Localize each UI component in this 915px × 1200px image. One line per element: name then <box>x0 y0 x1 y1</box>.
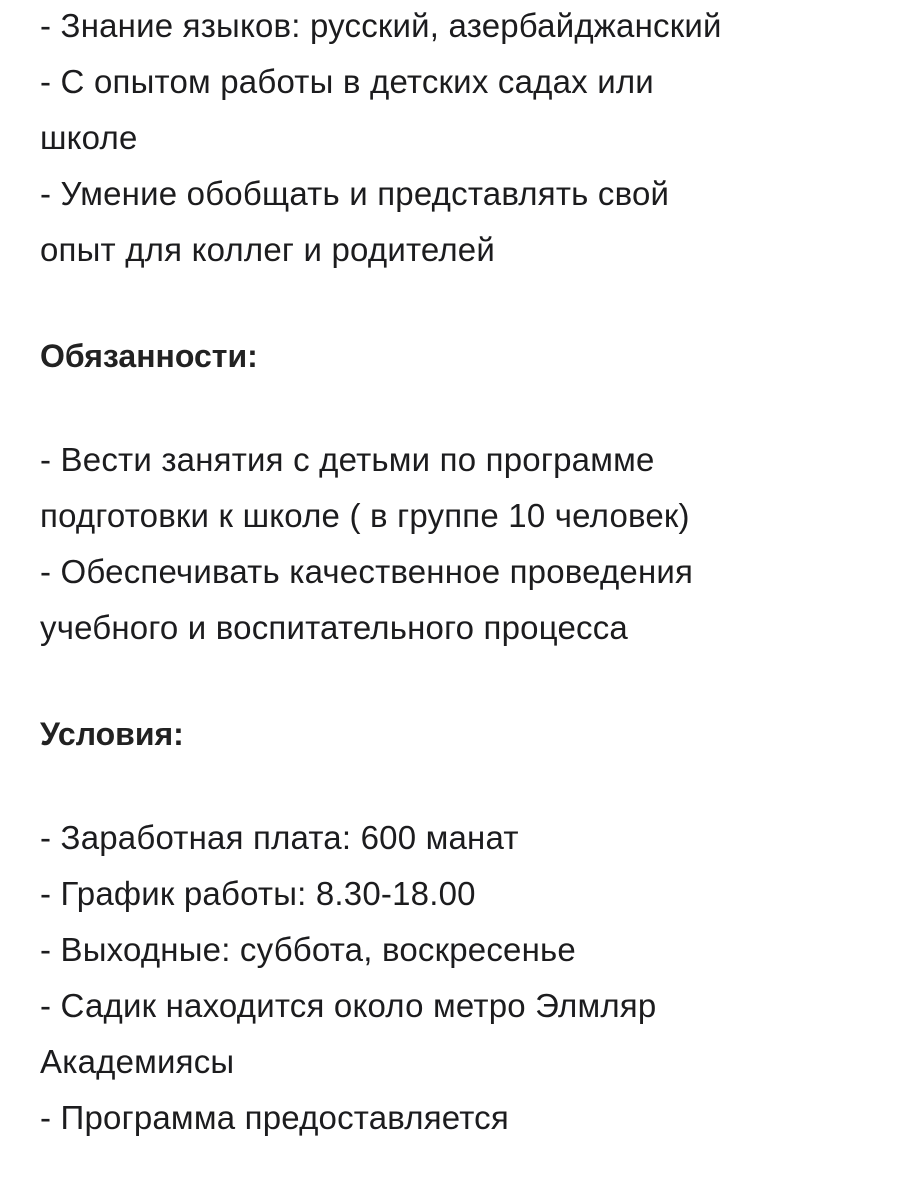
duties-heading: Обязанности: <box>40 338 258 374</box>
condition-line: - Выходные: суббота, воскресенье <box>40 931 576 968</box>
condition-line: - Заработная плата: 600 манат <box>40 819 519 856</box>
condition-line: - Садик находится около метро Элмляр <box>40 987 657 1024</box>
requirement-line: - Знание языков: русский, азербайджанский <box>40 7 722 44</box>
condition-line: - Программа предоставляется <box>40 1099 509 1136</box>
requirement-line: - С опытом работы в детских садах или <box>40 63 654 100</box>
section-spacer <box>40 656 900 706</box>
duty-line: подготовки к школе ( в группе 10 человек) <box>40 497 690 534</box>
duty-line: - Вести занятия с детьми по программе <box>40 441 655 478</box>
requirement-line: - Умение обобщать и представлять свой <box>40 175 670 212</box>
duty-line: учебного и воспитательного процесса <box>40 609 628 646</box>
condition-line: - График работы: 8.30-18.00 <box>40 875 476 912</box>
section-spacer <box>40 278 900 328</box>
condition-line: Академиясы <box>40 1043 235 1080</box>
conditions-heading: Условия: <box>40 716 184 752</box>
requirement-line: школе <box>40 119 138 156</box>
section-spacer <box>40 384 900 432</box>
duty-line: - Обеспечивать качественное проведения <box>40 553 694 590</box>
section-spacer <box>40 762 900 810</box>
requirement-line: опыт для коллег и родителей <box>40 231 495 268</box>
vacancy-text <box>40 0 900 1146</box>
